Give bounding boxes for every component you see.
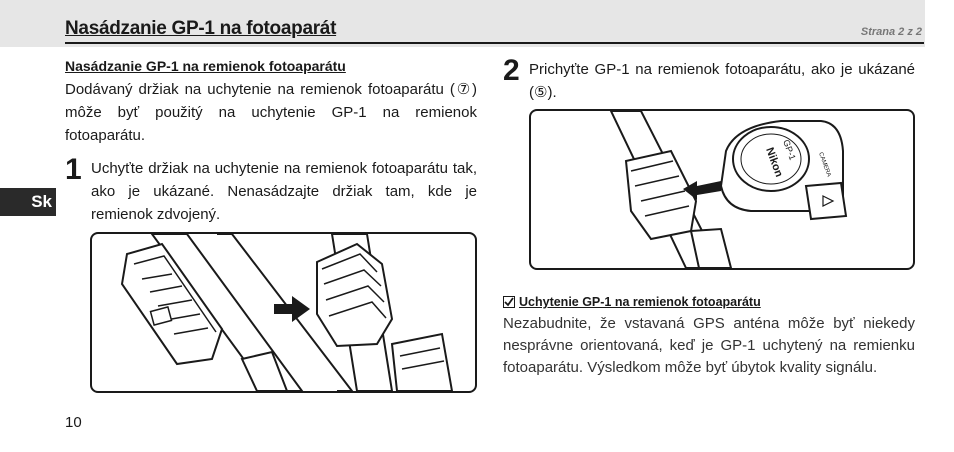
step-2-illustration [529,109,915,270]
device-model-label: GP-1 [781,138,798,162]
right-column [503,54,915,376]
checkbox-icon [503,296,515,308]
note-text: Nezabudnite, že vstavaná GPS anténa môže byť niekedy nesprávne orientovaná, keď je GP-1 uchytený na remienku fotoaparátu. Výsledkom môže byť úbytok kvality signálu. [503,315,915,376]
page-number: 10 [65,414,82,431]
header-rule [65,42,924,44]
step-1-illustration [90,232,477,393]
note-heading-text: Uchytenie GP-1 na remienok fotoaparátu [519,295,761,309]
step-2 [503,54,915,104]
left-column [65,58,477,226]
page-title: Nasádzanie GP-1 na fotoaparát [65,18,337,39]
device-camera-label: CAMERA [817,151,832,178]
strap-holder-illustration [92,234,475,391]
note-heading [503,295,915,309]
device-brand-label: Nikon [763,145,785,179]
step-1-text: Uchyťte držiak na uchytenie na remienok fotoaparátu tak, ako je ukázané. Nenasádzajte držiak tam, kde je remienok zdvojený. [91,160,477,223]
page-indicator: Strana 2 z 2 [860,26,922,38]
note-section [503,295,915,379]
step-2-text: Prichyťte GP-1 na remienok fotoaparátu, ako je ukázané (⑤). [529,61,915,101]
step-2-number: 2 [503,54,520,87]
step-1-number: 1 [65,153,82,186]
step-1 [65,153,477,226]
intro-paragraph: Dodávaný držiak na uchytenie na remienok fotoaparátu (⑦) môže byť použitý na uchytenie GP-1 na remienok fotoaparátu. [65,81,477,144]
language-tab: Sk [0,188,56,216]
gp1-attach-illustration [531,111,913,268]
section-subheading: Nasádzanie GP-1 na remienok fotoaparátu [65,58,346,74]
